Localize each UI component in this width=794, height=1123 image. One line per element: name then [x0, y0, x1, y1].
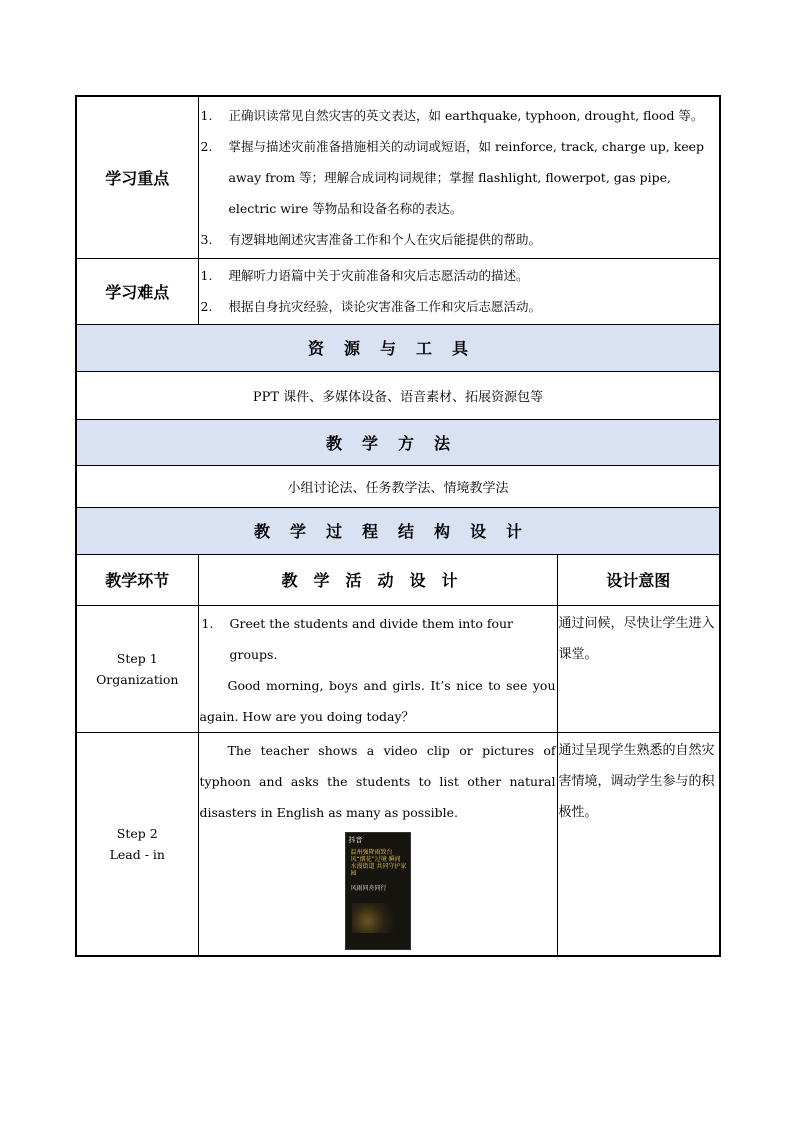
key-points-list: [198, 96, 720, 258]
step-number: Step 1: [116, 650, 158, 666]
activity-dialogue: Good morning, boys and girls. It’s nice to see you again. How are you doing today？: [199, 677, 556, 724]
column-header-activity: 教学活动设计: [198, 554, 557, 605]
step-name: Organization: [96, 671, 179, 687]
key-point-item: 1. 正确识读常见自然灾害的英文表达，如 earthquake, typhoon, drought, flood 等。: [200, 107, 704, 123]
methods-heading: 教学方法: [76, 419, 720, 465]
video-caption: 温州强降雨致台风“烟花”过境 瞬间水漫街道 共同守护家园: [350, 848, 407, 877]
resources-heading: 资源与工具: [76, 324, 720, 371]
video-scene-image: [352, 903, 404, 933]
difficult-point-item: 1. 理解听力语篇中关于灾前准备和灾后志愿活动的描述。: [200, 268, 529, 283]
lesson-plan: [75, 95, 719, 957]
step-name: Lead - in: [109, 846, 165, 862]
methods-content: 小组讨论法、任务教学法、情境教学法: [76, 465, 720, 507]
tiktok-logo-icon: 抖音: [348, 835, 363, 844]
activity-text: Greet the students and divide them into four groups.: [229, 615, 514, 662]
resources-content: PPT 课件、多媒体设备、语音素材、拓展资源包等: [76, 371, 720, 419]
column-header-purpose: 设计意图: [557, 554, 720, 605]
key-point-item: 3. 有逻辑地阐述灾害准备工作和个人在灾后能提供的帮助。: [200, 231, 542, 247]
step-1-cell: [76, 605, 198, 732]
process-heading: 教学过程结构设计: [76, 507, 720, 554]
key-points-label: 学习重点: [76, 96, 198, 258]
difficult-points-label: 学习难点: [76, 258, 198, 324]
video-thumbnail[interactable]: [345, 832, 411, 950]
step-1-activity: 1. Greet the students and divide them into four groups. Good morning, boys and girls. It’s nice to see you again. How are you doing today？: [198, 605, 557, 732]
lesson-plan-table: [75, 95, 721, 957]
activity-text: The teacher shows a video clip or pictures of typhoon and asks the students to list other natural disasters in English as many as possible.: [199, 742, 556, 820]
column-header-step: 教学环节: [76, 554, 198, 605]
difficult-points-list: [198, 258, 720, 324]
step-2-cell: [76, 732, 198, 956]
step-2-activity: [198, 732, 557, 956]
step-number: Step 2: [116, 825, 158, 841]
step-2-purpose: 通过呈现学生熟悉的自然灾害情境，调动学生参与的积极性。: [557, 732, 720, 956]
video-subcaption: 风雨同舟同行: [350, 884, 387, 892]
key-point-item: 2. 掌握与描述灾前准备措施相关的动词或短语，如 reinforce, track, charge up, keep away from 等；理解合成词构词规律；掌握 flashlight, flowerpot, gas pipe, electric wire 等物品和设备名称的表达。: [200, 138, 705, 216]
step-1-purpose: 通过问候，尽快让学生进入课堂。: [557, 605, 720, 732]
difficult-point-item: 2. 根据自身抗灾经验，谈论灾害准备工作和灾后志愿活动。: [200, 299, 542, 314]
